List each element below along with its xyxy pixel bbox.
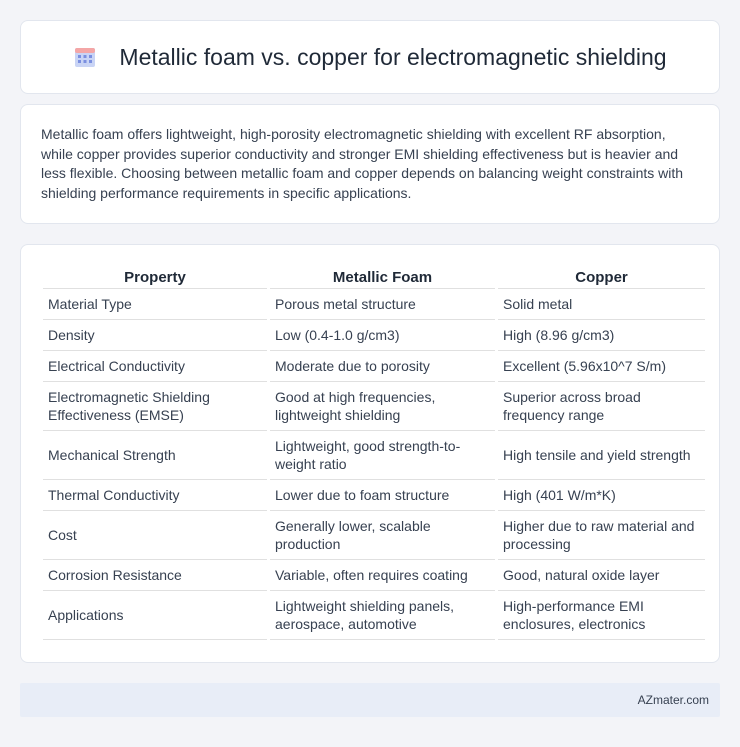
cell-metallic-foam: Moderate due to porosity xyxy=(270,351,495,382)
header-metallic-foam: Metallic Foam xyxy=(270,267,495,289)
cell-copper: High-performance EMI enclosures, electronics xyxy=(498,591,705,640)
cell-metallic-foam: Low (0.4-1.0 g/cm3) xyxy=(270,320,495,351)
cell-property: Corrosion Resistance xyxy=(43,560,267,591)
cell-property: Thermal Conductivity xyxy=(43,480,267,511)
title-card xyxy=(20,20,720,94)
footer xyxy=(20,683,720,717)
page-title-text: Metallic foam vs. copper for electromagnetic shielding xyxy=(119,43,667,70)
cell-metallic-foam: Generally lower, scalable production xyxy=(270,511,495,560)
table-row xyxy=(43,431,705,480)
header-copper: Copper xyxy=(498,267,705,289)
cell-copper: High tensile and yield strength xyxy=(498,431,705,480)
table-row xyxy=(43,351,705,382)
cell-copper: Superior across broad frequency range xyxy=(498,382,705,431)
cell-property: Electromagnetic Shielding Effectiveness (EMSE) xyxy=(43,382,267,431)
footer-site-link[interactable]: AZmater.com xyxy=(637,693,709,707)
table-row xyxy=(43,560,705,591)
cell-property: Material Type xyxy=(43,289,267,320)
cell-copper: High (401 W/m*K) xyxy=(498,480,705,511)
table-row xyxy=(43,511,705,560)
cell-copper: Higher due to raw material and processing xyxy=(498,511,705,560)
summary-text: Metallic foam offers lightweight, high-porosity electromagnetic shielding with excellent RF absorption, while copper provides superior conductivity and stronger EMI shielding effectiveness but is heavier and less flexible. Choosing between metallic foam and copper depends on balancing weight constraints with shielding performance requirements in specific applications. xyxy=(41,126,684,201)
summary-card xyxy=(20,104,720,224)
cell-property: Cost xyxy=(43,511,267,560)
cell-metallic-foam: Good at high frequencies, lightweight shielding xyxy=(270,382,495,431)
cell-metallic-foam: Lightweight shielding panels, aerospace, automotive xyxy=(270,591,495,640)
cell-copper: Excellent (5.96x10^7 S/m) xyxy=(498,351,705,382)
header-property: Property xyxy=(43,267,267,289)
table-row xyxy=(43,480,705,511)
table-row xyxy=(43,382,705,431)
table-row xyxy=(43,289,705,320)
cell-property: Density xyxy=(43,320,267,351)
cell-property: Applications xyxy=(43,591,267,640)
table-row xyxy=(43,591,705,640)
table-header-row xyxy=(43,267,705,289)
cell-property: Electrical Conductivity xyxy=(43,351,267,382)
comparison-table xyxy=(40,267,708,640)
page-title xyxy=(73,44,666,71)
cell-metallic-foam: Lower due to foam structure xyxy=(270,480,495,511)
table-row xyxy=(43,320,705,351)
cell-property: Mechanical Strength xyxy=(43,431,267,480)
cell-metallic-foam: Porous metal structure xyxy=(270,289,495,320)
comparison-table-card xyxy=(20,244,720,663)
cell-copper: High (8.96 g/cm3) xyxy=(498,320,705,351)
cell-copper: Good, natural oxide layer xyxy=(498,560,705,591)
cell-copper: Solid metal xyxy=(498,289,705,320)
cell-metallic-foam: Variable, often requires coating xyxy=(270,560,495,591)
calendar-icon xyxy=(73,45,97,69)
cell-metallic-foam: Lightweight, good strength-to-weight ratio xyxy=(270,431,495,480)
